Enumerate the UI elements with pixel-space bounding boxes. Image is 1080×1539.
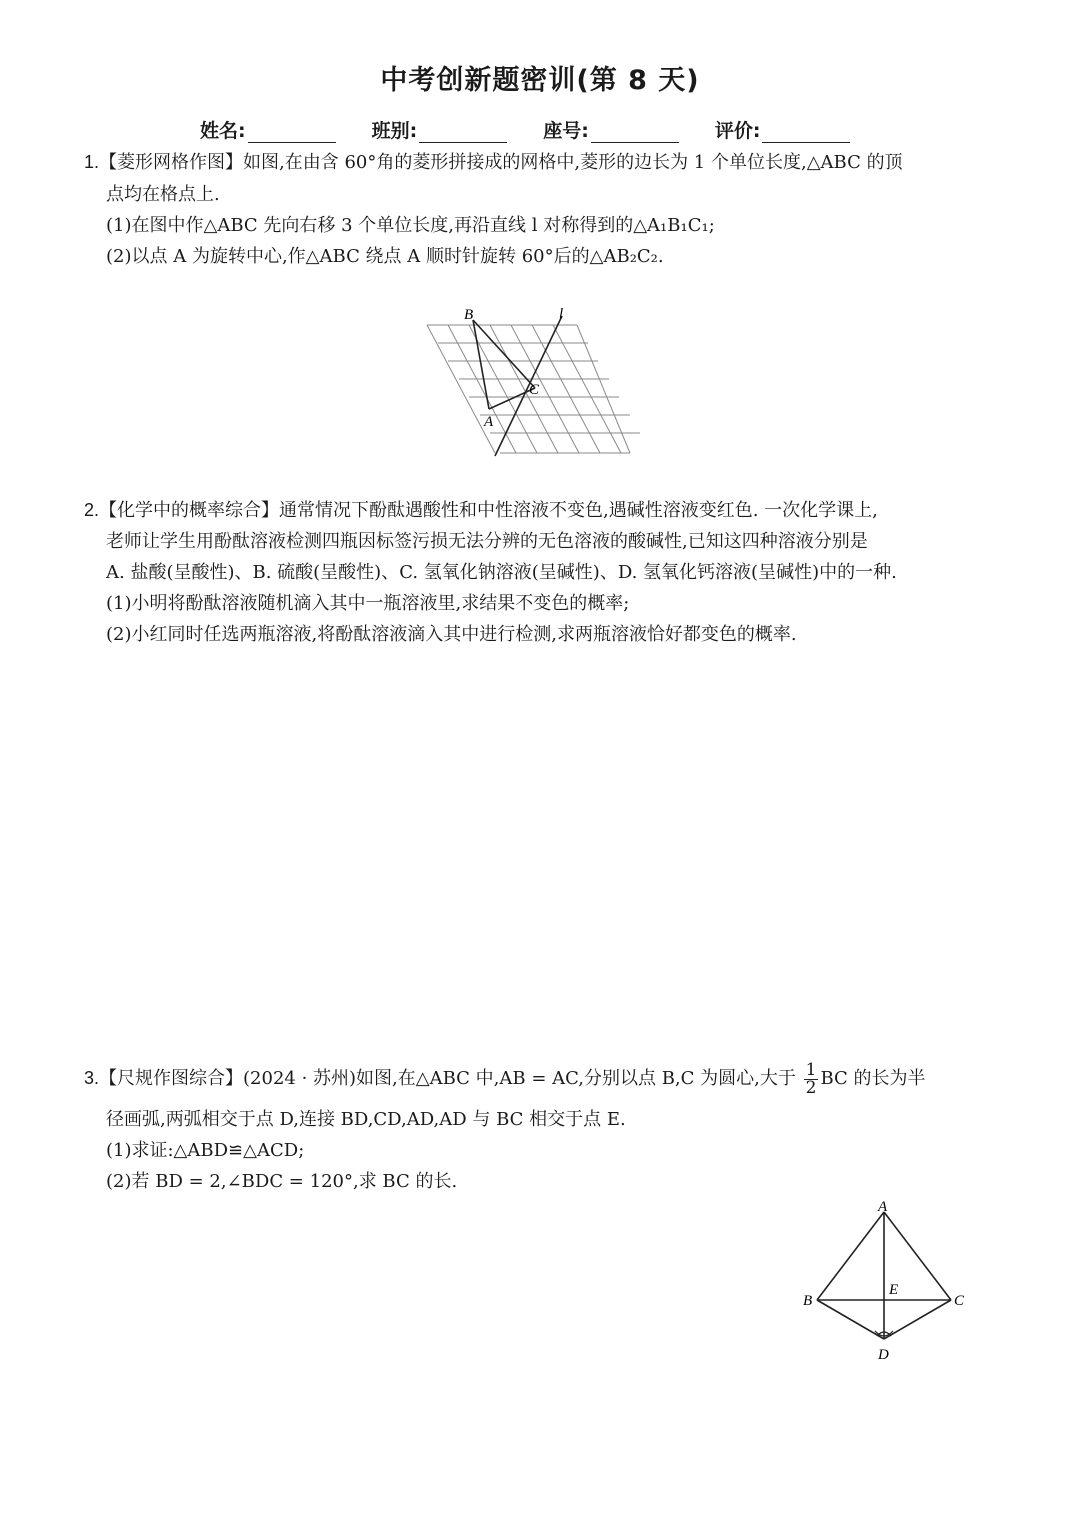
- q2-tag: 【化学中的概率综合】: [99, 500, 280, 521]
- label-c: C: [954, 1293, 965, 1309]
- q1-tag: 【菱形网格作图】: [99, 152, 244, 173]
- q2-stem-text1: 通常情况下酚酞遇酸性和中性溶液不变色,遇碱性溶液变红色. 一次化学课上,: [279, 500, 878, 521]
- q1-stem-line2: 点均在格点上.: [106, 184, 220, 205]
- fraction-denominator: 2: [805, 1077, 817, 1098]
- q3-stem-text-b: BC 的长为半: [820, 1068, 926, 1089]
- q2-stem-line1: [84, 498, 878, 523]
- q3-stem-line1: [84, 1058, 926, 1099]
- name-label: 姓名:: [200, 120, 246, 142]
- q2-number: 2.: [84, 500, 100, 520]
- grade-label: 评价:: [714, 120, 761, 142]
- q3-stem-line2: 径画弧,两弧相交于点 D,连接 BD,CD,AD,AD 与 BC 相交于点 E.: [106, 1109, 626, 1130]
- q2-part1: (1)小明将酚酞溶液随机滴入其中一瓶溶液里,求结果不变色的概率;: [106, 593, 630, 614]
- q2-stem-line2: 老师让学生用酚酞溶液检测四瓶因标签污损无法分辨的无色溶液的酸碱性,已知这四种溶液分别是: [106, 531, 868, 552]
- grade-field[interactable]: [715, 116, 851, 143]
- q1-rhombus-grid-figure: [415, 298, 645, 468]
- grade-blank[interactable]: [762, 122, 850, 143]
- seat-label: 座号:: [543, 120, 589, 142]
- label-l: l: [559, 306, 564, 322]
- q3-part1: (1)求证:△ABD≌△ACD;: [106, 1140, 305, 1161]
- q2-stem-line3: A. 盐酸(呈酸性)、B. 硫酸(呈酸性)、C. 氢氧化钠溶液(呈碱性)、D. 氢氧化钙溶液(呈碱性)中的一种.: [106, 562, 897, 583]
- q2-part2: (2)小红同时任选两瓶溶液,将酚酞溶液滴入其中进行检测,求两瓶溶液恰好都变色的概率.: [106, 624, 797, 645]
- q1-stem-text1: 如图,在由含 60°角的菱形拼接成的网格中,菱形的边长为 1 个单位长度,△ABC 的顶: [243, 152, 903, 173]
- name-field[interactable]: [200, 116, 336, 143]
- name-blank[interactable]: [248, 122, 336, 143]
- label-a: A: [878, 1199, 888, 1215]
- seat-blank[interactable]: [591, 122, 679, 143]
- q3-tag: 【尺规作图综合】: [99, 1068, 244, 1089]
- label-c: C: [529, 382, 540, 398]
- q3-part2: (2)若 BD = 2,∠BDC = 120°,求 BC 的长.: [106, 1171, 458, 1192]
- q3-stem-text-a: (2024 · 苏州)如图,在△ABC 中,AB = AC,分别以点 B,C 为圆心,大于: [243, 1068, 796, 1089]
- student-info-row: [200, 116, 900, 143]
- label-b: B: [803, 1293, 813, 1309]
- class-blank[interactable]: [419, 122, 507, 143]
- class-field[interactable]: [372, 116, 508, 143]
- fraction-one-half: [804, 1059, 819, 1098]
- q3-triangle-figure: [795, 1198, 980, 1368]
- label-b: B: [464, 307, 474, 323]
- label-a: A: [484, 414, 494, 430]
- q3-number: 3.: [84, 1068, 100, 1088]
- q1-stem-line1: [84, 150, 903, 175]
- fraction-numerator: 1: [805, 1059, 817, 1080]
- q1-part1: (1)在图中作△ABC 先向右移 3 个单位长度,再沿直线 l 对称得到的△A₁B₁C₁;: [106, 215, 715, 236]
- label-e: E: [889, 1282, 899, 1298]
- q1-part2: (2)以点 A 为旋转中心,作△ABC 绕点 A 顺时针旋转 60°后的△AB₂C₂.: [106, 246, 664, 267]
- seat-field[interactable]: [543, 116, 679, 143]
- triangle-abc-with-d: [817, 1212, 951, 1339]
- triangle-abc: [473, 320, 535, 409]
- q1-number: 1.: [84, 152, 100, 172]
- label-d: D: [878, 1347, 889, 1363]
- class-label: 班别:: [371, 120, 418, 142]
- page-title: 中考创新题密训(第 8 天): [380, 65, 700, 96]
